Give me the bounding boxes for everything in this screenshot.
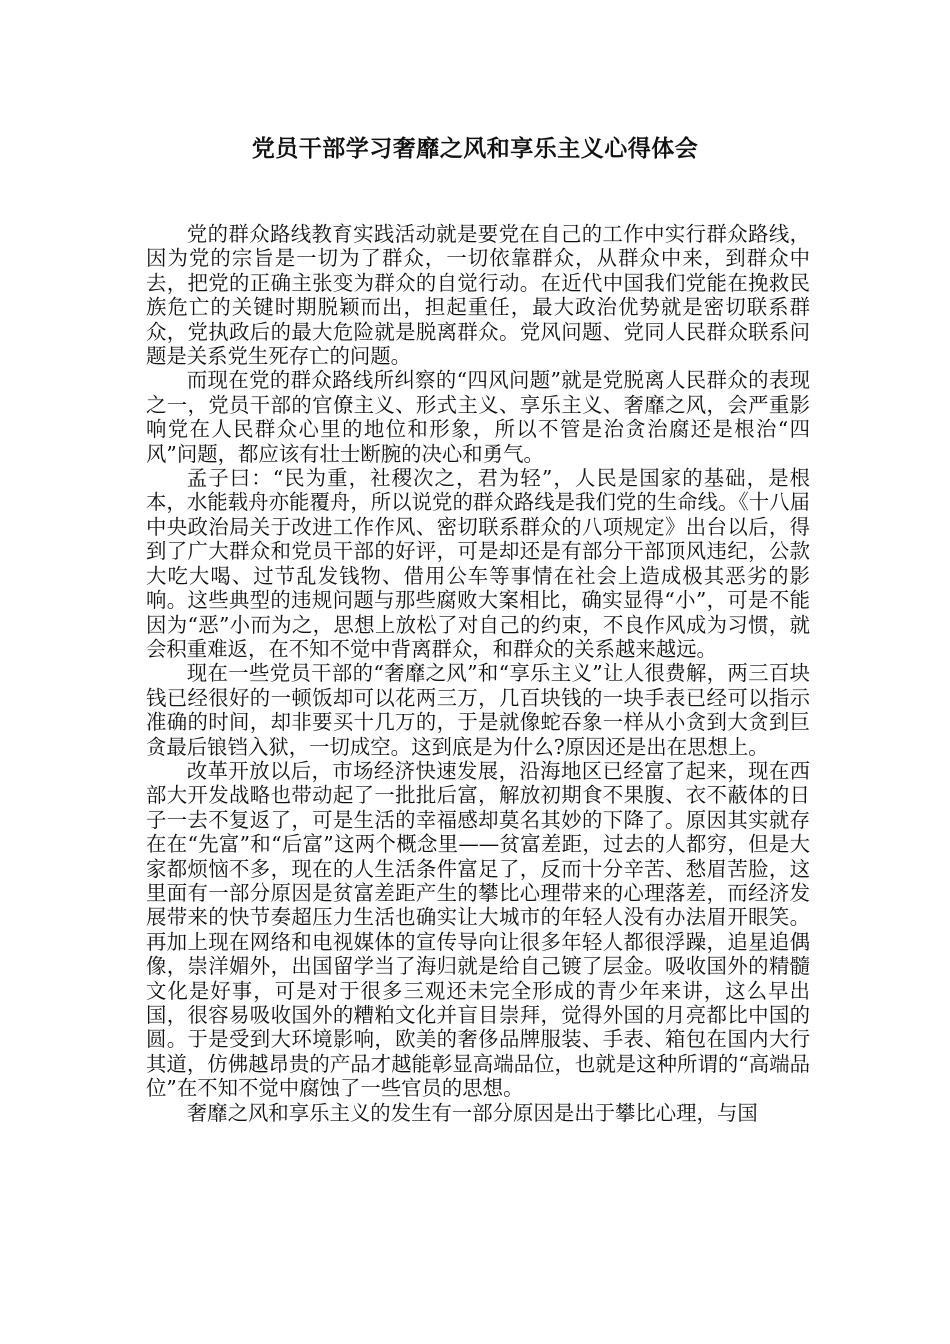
paragraph: 党的群众路线教育实践活动就是要党在自己的工作中实行群众路线，因为党的宗旨是一切为了群众，一切依靠群众，从群众中来，到群众中去，把党的正确主张变为群众的自觉行动。在近代中国我们党能在挽救民族危亡的关键时期脱颖而出，担起重任，最大政治优势就是密切联系群众，党执政后的最大危险就是脱离群众。党风问题、党同人民群众联系问题是关系党生死存亡的问题。 [146, 222, 810, 369]
document-body [146, 222, 810, 1125]
paragraph: 改革开放以后，市场经济快速发展，沿海地区已经富了起来，现在西部大开发战略也带动起了一批批后富，解放初期食不果腹、衣不蔽体的日子一去不复返了，可是生活的幸福感却莫名其妙的下降了。原因其实就存在在“先富”和“后富”这两个概念里——贫富差距，过去的人都穷，但是大家都烦恼不多，现在的人生活条件富足了，反而十分辛苦、愁眉苦脸，这里面有一部分原因是贫富差距产生的攀比心理带来的心理落差，而经济发展带来的快节奏超压力生活也确实让大城市的年轻人没有办法眉开眼笑。再加上现在网络和电视媒体的宣传导向让很多年轻人都很浮躁，追星追偶像，崇洋媚外，出国留学当了海归就是给自己镀了层金。吸收国外的精髓文化是好事，可是对于很多三观还未完全形成的青少年来讲，这么早出国，很容易吸收国外的糟粕文化并盲目崇拜，觉得外国的月亮都比中国的圆。于是受到大环境影响，欧美的奢侈品牌服装、手表、箱包在国内大行其道，仿佛越昂贵的产品才越能彰显高端品位，也就是这种所谓的“高端品位”在不知不觉中腐蚀了一些官员的思想。 [146, 758, 810, 1101]
paragraph: 现在一些党员干部的“奢靡之风”和“享乐主义”让人很费解，两三百块钱已经很好的一顿饭却可以花两三万，几百块钱的一块手表已经可以指示准确的时间，却非要买十几万的，于是就像蛇吞象一样从小贪到大贪到巨贪最后锒铛入狱，一切成空。这到底是为什么?原因还是出在思想上。 [146, 661, 810, 759]
paragraph: 孟子曰：“民为重，社稷次之，君为轻”，人民是国家的基础，是根本，水能载舟亦能覆舟，所以说党的群众路线是我们党的生命线。《十八届中央政治局关于改进工作作风、密切联系群众的八项规定》出台以后，得到了广大群众和党员干部的好评，可是却还是有部分干部顶风违纪，公款大吃大喝、过节乱发钱物、借用公车等事情在社会上造成极其恶劣的影响。这些典型的违规问题与那些腐败大案相比，确实显得“小”，可是不能因为“恶”小而为之，思想上放松了对自己的约束，不良作风成为习惯，就会积重难返，在不知不觉中背离群众，和群众的关系越来越远。 [146, 466, 810, 661]
page-title: 党员干部学习奢靡之风和享乐主义心得体会 [251, 136, 699, 162]
paragraph: 而现在党的群众路线所纠察的“四风问题”就是党脱离人民群众的表现之一，党员干部的官僚主义、形式主义、享乐主义、奢靡之风，会严重影响党在人民群众心里的地位和形象，所以不管是治贪治腐还是根治“四风”问题，都应该有壮士断腕的决心和勇气。 [146, 368, 810, 466]
paragraph: 奢靡之风和享乐主义的发生有一部分原因是出于攀比心理，与国 [186, 1100, 758, 1125]
